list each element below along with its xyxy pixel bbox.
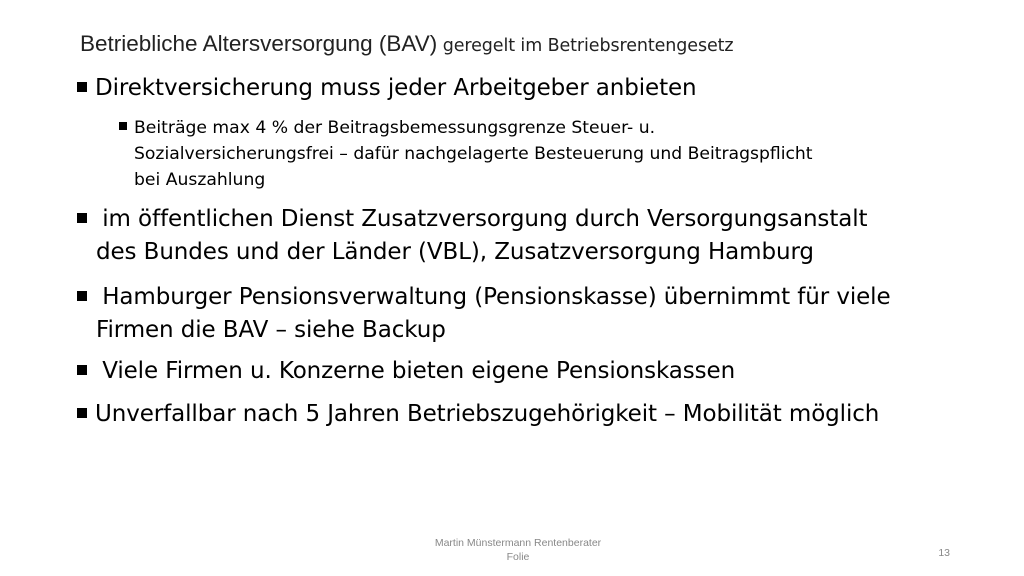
bullet-item — [77, 203, 957, 269]
bullet-text: des Bundes und der Länder (VBL), Zusatzversorgung Hamburg — [96, 239, 814, 265]
sub-bullet-text: bei Auszahlung — [134, 170, 266, 190]
square-bullet-icon — [119, 122, 127, 130]
bullet-text: Firmen die BAV – siehe Backup — [96, 317, 446, 343]
bullet-item — [77, 281, 957, 347]
square-bullet-icon — [77, 365, 87, 375]
sub-bullet-text: Beiträge max 4 % der Beitragsbemessungsgrenze Steuer- u. — [134, 118, 656, 138]
bullet-text: Viele Firmen u. Konzerne bieten eigene Pensionskassen — [95, 358, 736, 384]
square-bullet-icon — [77, 82, 87, 92]
square-bullet-icon — [77, 213, 87, 223]
bullet-text: Direktversicherung muss jeder Arbeitgeber anbieten — [95, 75, 697, 101]
title-subtitle: geregelt im Betriebsrentengesetz — [437, 36, 734, 56]
bullet-text: Hamburger Pensionsverwaltung (Pensionskasse) übernimmt für viele — [95, 284, 891, 310]
bullet-item — [77, 72, 957, 105]
footer-label: Folie — [506, 551, 530, 563]
sub-bullet-item — [119, 115, 949, 193]
square-bullet-icon — [77, 408, 87, 418]
bullet-item — [77, 355, 957, 388]
footer-author: Martin Münstermann Rentenberater — [434, 537, 602, 549]
square-bullet-icon — [77, 291, 87, 301]
bullet-item — [77, 398, 957, 431]
bullet-text: Unverfallbar nach 5 Jahren Betriebszugehörigkeit – Mobilität möglich — [95, 401, 880, 427]
slide-title — [80, 31, 733, 57]
bullet-text: im öffentlichen Dienst Zusatzversorgung durch Versorgungsanstalt — [95, 206, 868, 232]
sub-bullet-text: Sozialversicherungsfrei – dafür nachgelagerte Besteuerung und Beitragspflicht — [134, 144, 813, 164]
slide-number: 13 — [938, 547, 950, 559]
slide-footer — [400, 536, 636, 564]
title-main: Betriebliche Altersversorgung (BAV) — [80, 31, 438, 56]
